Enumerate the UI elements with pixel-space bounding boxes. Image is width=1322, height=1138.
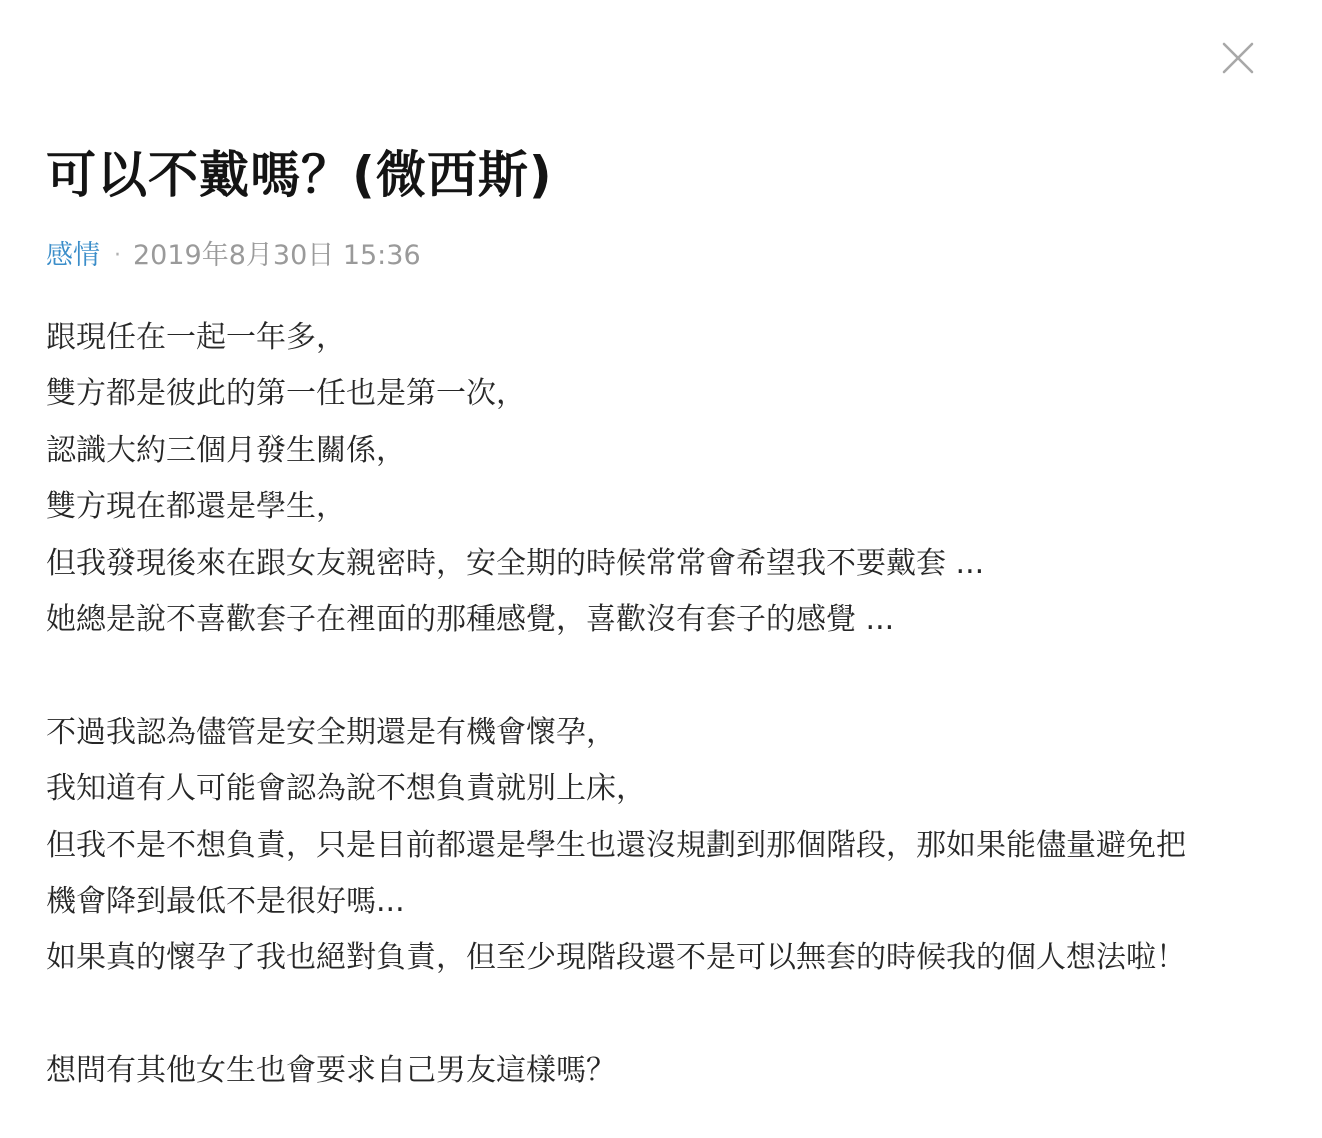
content-line: 不過我認為儘管是安全期還是有機會懷孕，: [46, 714, 616, 750]
paragraph-spacer: [46, 648, 1286, 704]
content-line: 她總是說不喜歡套子在裡面的那種感覺，喜歡沒有套子的感覺 ...: [46, 602, 895, 638]
post-datetime: 2019年8月30日 15:36: [133, 240, 421, 271]
content-line: 跟現任在一起一年多，: [46, 320, 346, 355]
meta-separator: ·: [114, 243, 121, 268]
category-link[interactable]: 感情: [46, 240, 100, 271]
close-icon: [1222, 42, 1254, 74]
post-title: 可以不戴嗎？(微西斯): [46, 146, 553, 204]
content-line: 機會降到最低不是很好嗎...: [46, 884, 405, 920]
paragraph-spacer: [46, 987, 1286, 1043]
content-line: 想問有其他女生也會要求自己男友這樣嗎？: [46, 1053, 616, 1089]
content-line: 雙方現在都還是學生，: [46, 489, 346, 525]
post-content: [46, 310, 1286, 1100]
content-line: 但我不是不想負責，只是目前都還是學生也還沒規劃到那個階段，那如果能儘量避免把: [46, 827, 1186, 863]
content-line: 但我發現後來在跟女友親密時，安全期的時候常常會希望我不要戴套 ...: [46, 545, 985, 581]
post-meta: [46, 236, 421, 276]
content-line: 雙方都是彼此的第一任也是第一次，: [46, 376, 526, 412]
close-button[interactable]: [1212, 32, 1264, 84]
content-line: 如果真的懷孕了我也絕對負責，但至少現階段還不是可以無套的時候我的個人想法啦！: [46, 940, 1186, 976]
content-line: 我知道有人可能會認為說不想負責就別上床，: [46, 771, 646, 807]
content-line: 認識大約三個月發生關係，: [46, 432, 406, 468]
